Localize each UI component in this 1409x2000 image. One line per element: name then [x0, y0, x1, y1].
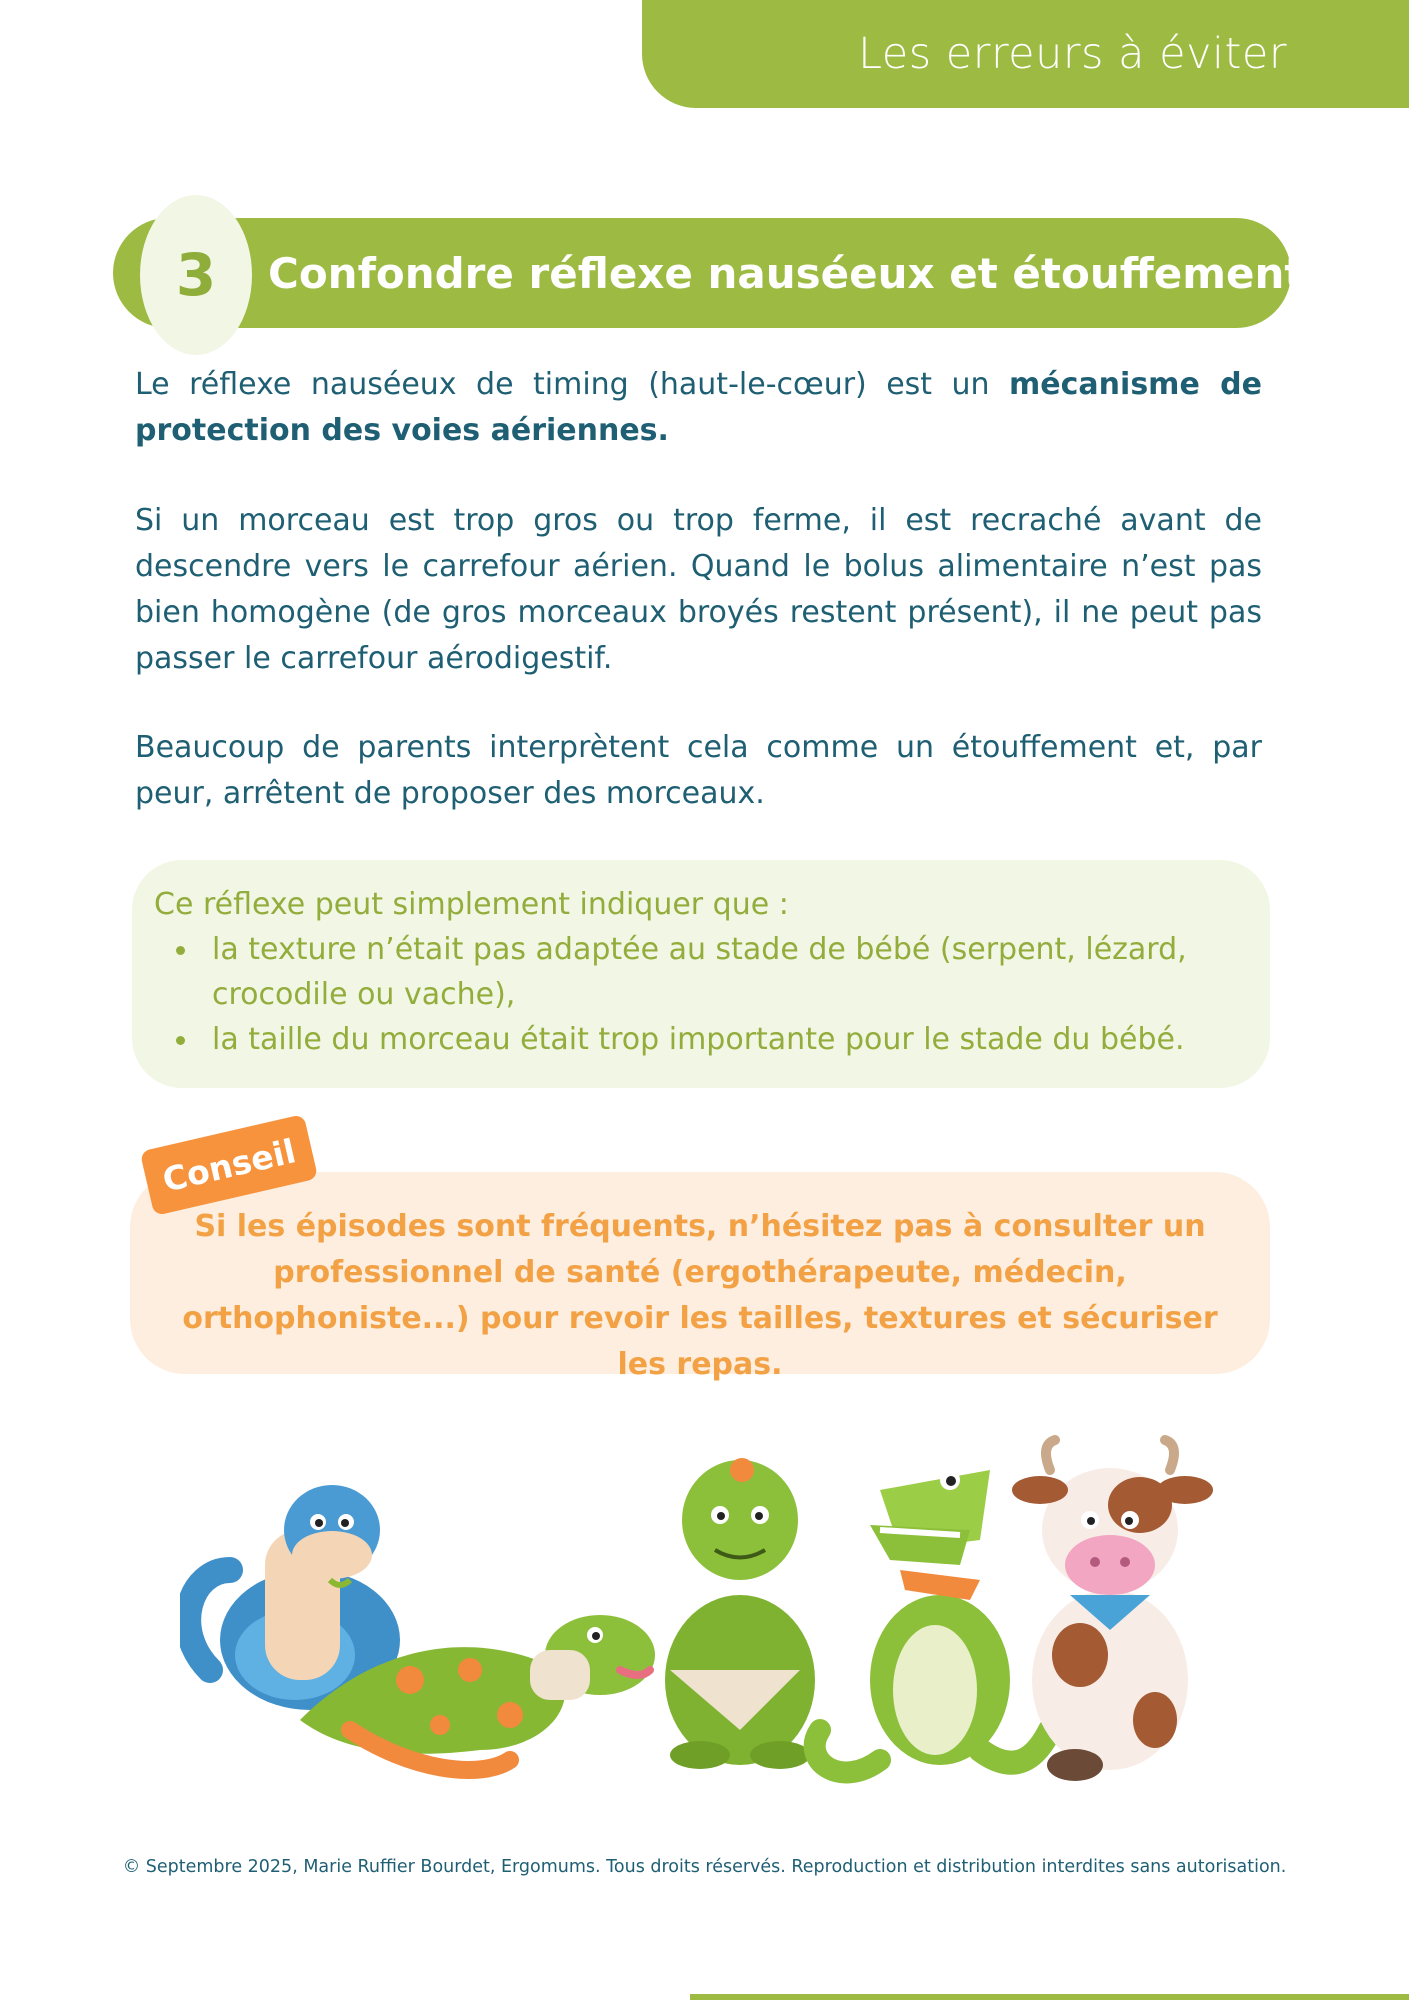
tip-text: Si les épisodes sont fréquents, n’hésitez pas à consulter un professionnel de santé (ergothérapeute, médecin, orthophoniste...) pour revoir les tailles, textures et sécuriser les repas.: [182, 1209, 1218, 1382]
list-item: la texture n’était pas adaptée au stade de bébé (serpent, lézard, crocodile ou vache),: [154, 927, 1240, 1017]
section-number-badge: [140, 195, 252, 355]
paragraph-parents: Beaucoup de parents interprètent cela comme un étouffement et, par peur, arrêtent de proposer des morceaux.: [135, 730, 1262, 811]
paragraph-explanation: Si un morceau est trop gros ou trop ferme, il est recraché avant de descendre vers le carrefour aérien. Quand le bolus alimentaire n’est pas bien homogène (de gros morceaux broyés restent présent), il ne peut pas passer le carrefour aérodigestif.: [135, 503, 1262, 676]
dinosaur-illustration: [665, 1458, 815, 1769]
info-box-intro: Ce réflexe peut simplement indiquer que :: [154, 887, 789, 922]
tip-tag-label: Conseil: [158, 1130, 300, 1200]
paragraph-intro-text: Le réflexe nauséeux de timing (haut-le-cœur) est un: [135, 367, 1010, 402]
bottom-accent-line: [690, 1994, 1409, 2000]
header-tab-label: Les erreurs à éviter: [858, 29, 1287, 79]
paragraph-intro: [135, 362, 1262, 454]
info-box-list: [154, 927, 1240, 1062]
info-box: [132, 860, 1270, 1088]
paragraph-intro-bold: mécanisme de protection des voies aériennes.: [135, 367, 1262, 448]
header-tab: [642, 0, 1409, 108]
list-item: la taille du morceau était trop importante pour le stade du bébé.: [154, 1017, 1240, 1062]
tip-box: [130, 1172, 1270, 1382]
crocodile-illustration: [815, 1470, 1050, 1772]
section-number: 3: [175, 241, 217, 309]
section-title: Confondre réflexe nauséeux et étouffement: [268, 248, 1305, 298]
animal-characters-illustration: [180, 1430, 1240, 1790]
copyright-footer: © Septembre 2025, Marie Ruffier Bourdet, Ergomums. Tous droits réservés. Reproduction et distribution interdites sans autorisation.: [122, 1857, 1287, 1877]
